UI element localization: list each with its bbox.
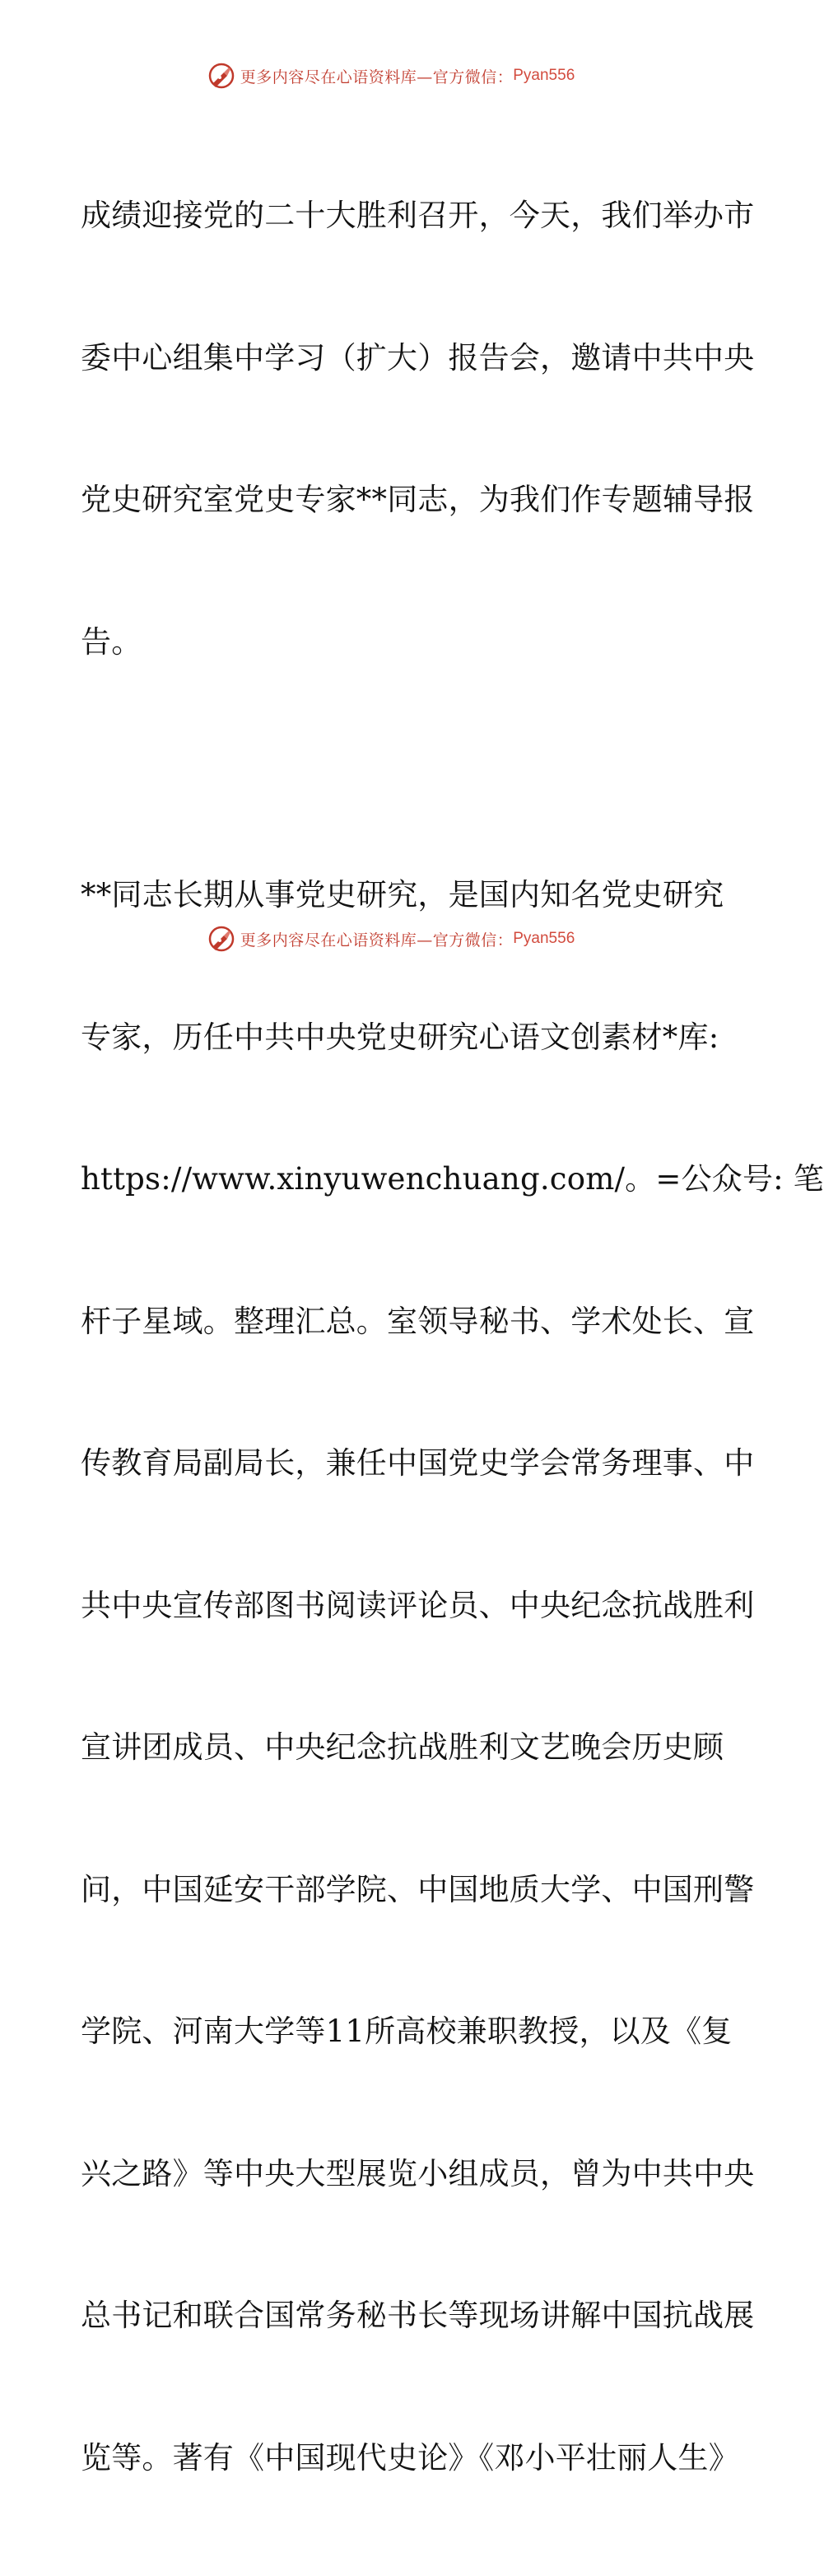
text-line: 传教育局副局长，兼任中国党史学会常务理事、中 <box>81 1445 755 1481</box>
text-line: 告。 <box>81 623 142 660</box>
text-line: 委中心组集中学习（扩大）报告会，邀请中共中央 <box>81 339 755 376</box>
text-line: 成绩迎接党的二十大胜利召开，今天，我们举办市 <box>81 198 755 233</box>
text-line: 杆子星域。整理汇总。室领导秘书、学术处长、宣 <box>81 1303 755 1339</box>
text-line: 学院、河南大学等11所高校兼职教授，以及《复 <box>81 2014 733 2049</box>
paragraph-gap <box>81 760 706 777</box>
text-line: 共中央宣传部图书阅读评论员、中央纪念抗战胜利 <box>81 1587 755 1623</box>
banner-wechat-id: Pyan556 <box>513 930 575 947</box>
text-line: https://www.xinyuwenchuang.com/。=公众号: 笔 <box>81 1161 824 1197</box>
banner-slogan: 更多内容尽在心语资料库—官方微信： <box>240 68 514 86</box>
text-line: 总书记和联合国常务秘书长等现场讲解中国抗战展 <box>81 2298 755 2333</box>
document-body <box>81 97 824 2576</box>
paragraph-1 <box>81 97 755 760</box>
header-banner <box>0 59 782 92</box>
text-line: 兴之路》等中央大型展览小组成员，曾为中共中央 <box>81 2155 755 2191</box>
text-line: 览等。著有《中国现代史论》《邓小平壮丽人生》 <box>81 2439 739 2476</box>
pen-nib-icon <box>207 62 235 90</box>
text-line: 党史研究室党史专家**同志，为我们作专题辅导报 <box>81 482 755 517</box>
footer-banner <box>0 922 782 955</box>
text-line: 宣讲团成员、中央纪念抗战胜利文艺晚会历史顾 <box>81 1729 724 1765</box>
banner-slogan: 更多内容尽在心语资料库—官方微信： <box>240 931 514 950</box>
text-line: 专家，历任中共中央党史研究心语文创素材*库: <box>81 1019 719 1055</box>
text-line: 问，中国延安干部学院、中国地质大学、中国刑警 <box>81 1871 755 1907</box>
banner-wechat-id: Pyan556 <box>513 67 575 84</box>
paragraph-2 <box>81 777 824 2576</box>
pen-nib-icon <box>207 925 235 953</box>
text-line: **同志长期从事党史研究，是国内知名党史研究 <box>81 877 724 912</box>
